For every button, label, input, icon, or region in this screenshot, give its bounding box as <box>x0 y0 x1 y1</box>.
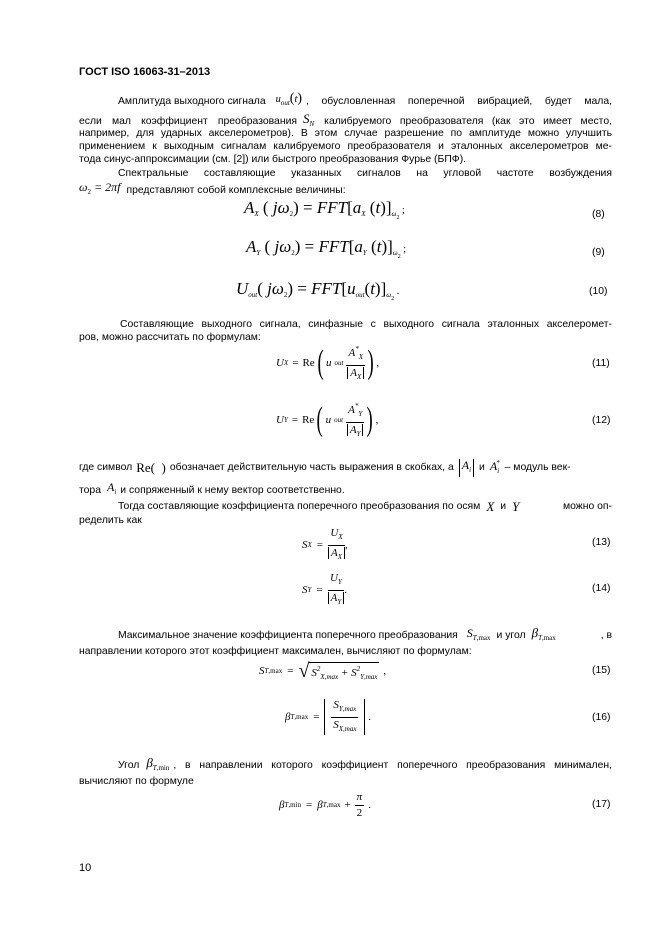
equation-number-10: (10) <box>589 286 608 297</box>
equation-13: S X = $\frac{U_X}{A_X}$ , <box>302 526 348 561</box>
document-header: ГОСТ ISO 16063-31–2013 <box>79 66 211 78</box>
math-beta-tmin: $\beta_{T,min}$ <box>146 755 170 772</box>
page-number: 10 <box>79 862 92 874</box>
para1-line1 <box>118 92 612 110</box>
equation-14: S Y = $\frac{U_Y}{A_Y}$ . <box>302 571 348 606</box>
text: , в <box>600 630 612 641</box>
math-a-i-star: $A_i^*$ <box>489 459 500 475</box>
equation-9: $A_Y$ ( $j\omega_2) = FFT[a_Y$ $(t)]_{\omega_2}$ ; <box>246 237 406 260</box>
text: и <box>500 501 507 512</box>
para1-line4: применением к выходным сигналам калибруемого преобразователя и эталонных акселерометров ме- <box>79 141 612 152</box>
equation-number-13: (13) <box>592 537 611 548</box>
math-re-symbol: Re( ) <box>136 460 166 475</box>
math-abs-a-i: $A_i$ <box>459 459 474 477</box>
para2-line2 <box>79 181 612 199</box>
math-a-i: $A_i$ <box>106 480 117 496</box>
math-u-out-t: $u_{out}(t)$ <box>275 91 302 107</box>
para4-line2 <box>79 481 612 499</box>
text: можно оп- <box>562 501 612 512</box>
text: Угол <box>118 760 140 771</box>
text: где символ <box>79 462 133 473</box>
text: если мал коэффициент преобразования <box>79 116 297 127</box>
para6-line1 <box>118 626 612 645</box>
para3-line1: Составляющие выходного сигнала, синфазные с выходного сигнала эталонных акселеромет- <box>120 319 612 330</box>
text: и угол <box>496 630 526 641</box>
equation-number-16: (16) <box>592 712 611 723</box>
text: представляют собой комплексные величины: <box>126 184 346 196</box>
text: и сопряженный к нему вектор соответственно. <box>120 484 345 496</box>
equation-15: S T ,max = √ $S^2_{X,max} + S^2_{Y,max}$ , <box>259 660 387 682</box>
math-x-axis: X <box>486 499 495 514</box>
math-s-tmax: $S_{T,max}$ <box>466 625 491 642</box>
equation-11: U X = Re ( u out $\frac{A^*_X}{A_X}$ ) , <box>276 344 380 381</box>
para5-line1 <box>118 500 612 513</box>
equation-number-15: (15) <box>592 665 611 676</box>
math-beta-tmax: $\beta_{T,max}$ <box>531 625 556 642</box>
text: и <box>479 462 485 473</box>
text: обозначает действительную часть выражения в скобках, а <box>169 462 454 473</box>
math-y-axis: Y <box>512 499 520 514</box>
para1-line5: тода синус-аппроксимации (см. [2]) или быстрого преобразования Фурье (БПФ). <box>79 154 467 165</box>
equation-10: $U_{out}$( $j\omega_2) = FFT[u_{out}(t)]_{\omega_2}$ . <box>236 279 400 302</box>
para5-line2: ределить как <box>79 515 142 526</box>
text: , в направлении которого коэффициент поперечного преобразования минимален, <box>173 760 612 771</box>
para2-line1: Спектральные составляющие указанных сигналов на угловой частоте возбуждения <box>118 168 612 179</box>
para4-line1 <box>79 457 612 478</box>
equation-17: β T ,min = β T ,max + $\frac{\pi}{2}$ . <box>279 790 371 819</box>
equation-number-11: (11) <box>592 358 610 369</box>
text: Максимальное значение коэффициента поперечного преобразования <box>118 630 458 641</box>
math-s-n: $S_N$ <box>303 111 315 128</box>
para7-line2: вычисляют по формуле <box>79 776 194 787</box>
para6-line2: направлении которого этот коэффициент максимален, вычисляют по формулам: <box>79 646 472 657</box>
text: – модуль век- <box>504 462 571 473</box>
text: Тогда составляющие коэффициента поперечного преобразования по осям <box>118 501 481 512</box>
equation-number-12: (12) <box>592 415 611 426</box>
text: , обусловленная поперечной вибрацией, будет мала, <box>306 95 612 107</box>
equation-number-8: (8) <box>592 209 605 220</box>
text: Амплитуда выходного сигнала <box>118 95 266 107</box>
equation-number-14: (14) <box>592 583 611 594</box>
math-omega2-def: $\omega_2 = 2\pi f$ <box>79 180 121 196</box>
equation-number-9: (9) <box>592 247 605 258</box>
para1-line3: например, для ударных акселерометров). В этом случае разрешение по амплитуде можно улучшить <box>79 128 612 139</box>
equation-16: β T ,max = $\frac{S_{Y,max}}{S_{X,max}}$ . <box>285 697 371 737</box>
equation-12: U Y = Re ( u out $\frac{A^*_Y}{A_Y}$ ) , <box>276 401 379 438</box>
equation-8: $A_X$ ( $j\omega_2) = FFT[a_X$ $(t)]_{\omega_2}$ ; <box>244 198 405 221</box>
equation-number-17: (17) <box>592 799 611 810</box>
para3-line2: ров, можно рассчитать по формулам: <box>79 332 261 343</box>
text: калибруемого преобразователя (как это имеет место, <box>324 116 612 127</box>
para7-line1 <box>118 756 612 775</box>
text: тора <box>79 484 101 496</box>
